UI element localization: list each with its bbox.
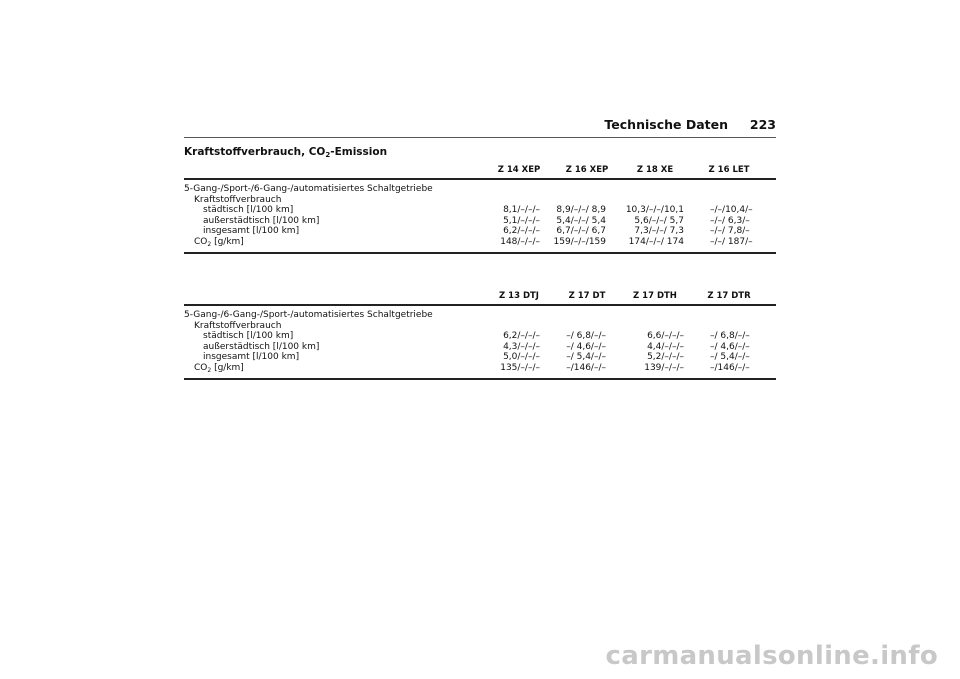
table-bottom-rule bbox=[184, 378, 776, 380]
table-cell: 6,6/–/–/– bbox=[647, 331, 684, 342]
table-row bbox=[184, 352, 776, 363]
table-cell: 7,3/–/–/ 7,3 bbox=[634, 226, 684, 237]
table-cell: –/ 6,8/–/– bbox=[710, 331, 750, 342]
table-row bbox=[184, 342, 776, 353]
column-header: Z 17 DT bbox=[568, 291, 606, 301]
table-cell: 6,2/–/–/– bbox=[503, 331, 540, 342]
row-label: insgesamt [l/100 km] bbox=[203, 352, 300, 363]
table-cell: 148/–/–/– bbox=[500, 236, 540, 247]
table-cell: 5,1/–/–/– bbox=[503, 215, 540, 226]
table-cell: 8,9/–/–/ 8,9 bbox=[556, 205, 606, 216]
table-cell: 139/–/–/– bbox=[644, 362, 684, 373]
subgroup-row bbox=[184, 195, 776, 206]
co2-label bbox=[194, 237, 244, 251]
section-heading bbox=[184, 146, 387, 159]
table-cell: –/ 4,6/–/– bbox=[566, 341, 606, 352]
subgroup-label: Kraftstoffverbrauch bbox=[194, 320, 282, 331]
table-row bbox=[184, 205, 776, 216]
table-cell: 135/–/–/– bbox=[500, 362, 540, 373]
column-header: Z 14 XEP bbox=[497, 165, 541, 175]
co2-label-suffix: [g/km] bbox=[211, 236, 244, 247]
subgroup-row bbox=[184, 321, 776, 332]
table-body bbox=[184, 180, 776, 252]
page-number: 223 bbox=[749, 117, 776, 132]
table-body bbox=[184, 306, 776, 378]
table-cell: –/–/ 6,3/– bbox=[710, 215, 750, 226]
table-cell: –/ 5,4/–/– bbox=[710, 352, 750, 363]
table-cell: –/–/10,4/– bbox=[710, 205, 753, 216]
table-cell: –/ 4,6/–/– bbox=[710, 341, 750, 352]
column-header: Z 16 XEP bbox=[565, 165, 609, 175]
table-row bbox=[184, 216, 776, 227]
co2-label-subscript: 2 bbox=[207, 366, 212, 374]
table-cell: 5,2/–/–/– bbox=[647, 352, 684, 363]
co2-row bbox=[184, 237, 776, 248]
section-heading-subscript: 2 bbox=[325, 151, 331, 159]
header-rule bbox=[184, 137, 776, 138]
table-row bbox=[184, 226, 776, 237]
table-cell: –/ 5,4/–/– bbox=[566, 352, 606, 363]
co2-label-subscript: 2 bbox=[207, 240, 212, 248]
page-title: Technische Daten bbox=[604, 117, 728, 132]
table-cell: 5,0/–/–/– bbox=[503, 352, 540, 363]
column-header: Z 13 DTJ bbox=[499, 291, 539, 301]
column-header: Z 18 XE bbox=[636, 165, 674, 175]
section-heading-suffix: -Emission bbox=[330, 146, 388, 158]
table-cell: 159/–/–/159 bbox=[553, 236, 606, 247]
subgroup-label: Kraftstoffverbrauch bbox=[194, 194, 282, 205]
row-label: außerstädtisch [l/100 km] bbox=[203, 215, 320, 226]
table-cell: –/–/ 7,8/– bbox=[710, 226, 750, 237]
table-bottom-rule bbox=[184, 252, 776, 254]
table-column-headers bbox=[184, 288, 776, 304]
table-cell: 5,4/–/–/ 5,4 bbox=[556, 215, 606, 226]
table-cell: 6,2/–/–/– bbox=[503, 226, 540, 237]
table-cell: 10,3/–/–/10,1 bbox=[625, 205, 684, 216]
row-label: außerstädtisch [l/100 km] bbox=[203, 341, 320, 352]
co2-row bbox=[184, 363, 776, 374]
page-header bbox=[184, 115, 776, 137]
column-header: Z 17 DTH bbox=[633, 291, 677, 301]
table-cell: –/146/–/– bbox=[566, 362, 606, 373]
table-cell: –/–/ 187/– bbox=[710, 236, 753, 247]
co2-label bbox=[194, 363, 244, 377]
section-heading-prefix: Kraftstoffverbrauch, CO bbox=[184, 146, 326, 158]
table-cell: 174/–/–/ 174 bbox=[628, 236, 684, 247]
consumption-table-diesel bbox=[184, 288, 776, 380]
row-label: insgesamt [l/100 km] bbox=[203, 226, 300, 237]
group-row bbox=[184, 310, 776, 321]
group-label: 5-Gang-/Sport-/6-Gang-/automatisiertes Schaltgetriebe bbox=[184, 184, 433, 194]
table-column-headers bbox=[184, 162, 776, 178]
column-header: Z 16 LET bbox=[708, 165, 750, 175]
row-label: städtisch [l/100 km] bbox=[203, 331, 294, 342]
consumption-table-petrol bbox=[184, 162, 776, 254]
group-row bbox=[184, 184, 776, 195]
group-label: 5-Gang-/6-Gang-/Sport-/automatisiertes Schaltgetriebe bbox=[184, 310, 433, 320]
table-cell: 5,6/–/–/ 5,7 bbox=[634, 215, 684, 226]
column-header: Z 17 DTR bbox=[707, 291, 751, 301]
table-row bbox=[184, 331, 776, 342]
co2-label-prefix: CO bbox=[194, 236, 208, 247]
co2-label-suffix: [g/km] bbox=[211, 362, 244, 373]
table-cell: 4,3/–/–/– bbox=[503, 341, 540, 352]
co2-label-prefix: CO bbox=[194, 362, 208, 373]
table-cell: 8,1/–/–/– bbox=[503, 205, 540, 216]
table-cell: –/146/–/– bbox=[710, 362, 750, 373]
table-cell: 4,4/–/–/– bbox=[647, 341, 684, 352]
table-cell: –/ 6,8/–/– bbox=[566, 331, 606, 342]
table-cell: 6,7/–/–/ 6,7 bbox=[556, 226, 606, 237]
row-label: städtisch [l/100 km] bbox=[203, 205, 294, 216]
watermark-text: carmanualsonline.info bbox=[605, 641, 938, 671]
